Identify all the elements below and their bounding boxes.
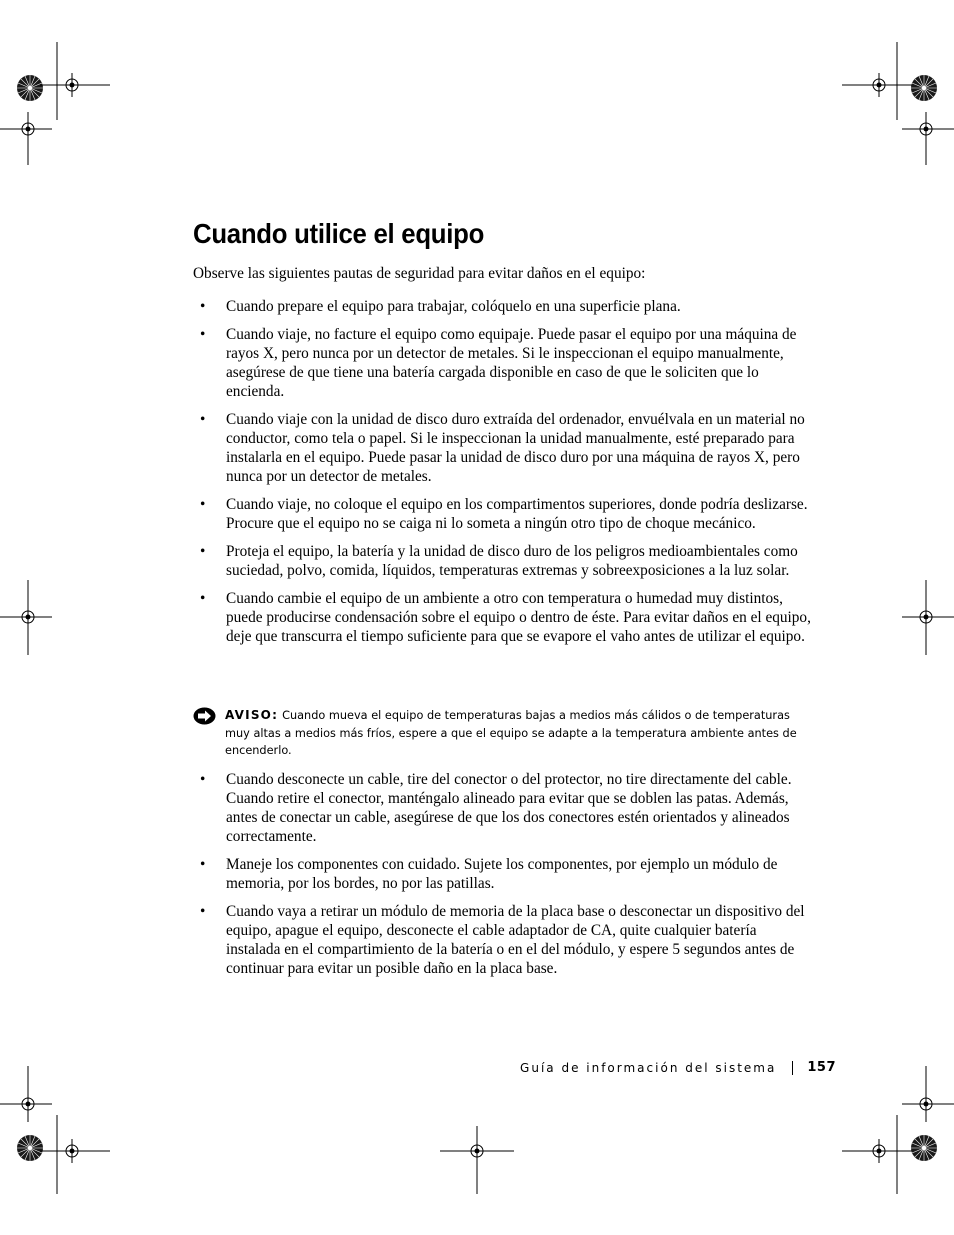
list-item-text: Maneje los componentes con cuidado. Sujete los componentes, por ejemplo un módulo de memoria, por los bordes, no por las patillas. <box>226 856 778 892</box>
bullet-icon: • <box>200 903 206 920</box>
list-item-text: Proteja el equipo, la batería y la unidad de disco duro de los peligros medioambientales como suciedad, polvo, comida, líquidos, temperaturas extremas y sobreexposiciones a la luz solar. <box>226 543 798 579</box>
list-item <box>193 542 813 580</box>
list-item <box>193 410 813 486</box>
bullet-icon: • <box>200 590 206 607</box>
bullet-icon: • <box>200 771 206 788</box>
bullet-icon: • <box>200 298 206 315</box>
list-item-text: Cuando viaje, no coloque el equipo en los compartimentos superiores, donde podría deslizarse. Procure que el equipo no se caiga ni lo someta a ningún otro tipo de choque mecánico. <box>226 496 808 532</box>
bullet-icon: • <box>200 496 206 513</box>
list-item <box>193 902 813 978</box>
list-item <box>193 589 813 646</box>
list-item-text: Cuando prepare el equipo para trabajar, colóquelo en una superficie plana. <box>226 298 681 315</box>
list-item-text: Cuando vaya a retirar un módulo de memoria de la placa base o desconectar un dispositivo del equipo, apague el equipo, desconecte el cable adaptador de CA, quite cualquier batería instalada en el compartimiento de la batería o en el del módulo, y espere 5 segundos antes de continuar para evitar un posible daño en la placa base. <box>226 903 805 977</box>
list-item-text: Cuando viaje con la unidad de disco duro extraída del ordenador, envuélvala en un material no conductor, como tela o papel. Si le inspeccionan la unidad manualmente, esté preparado para instalarla en el equipo. Puede pasar la unidad de disco duro por una máquina de rayos X, pero nunca por un detector de metales. <box>226 411 805 485</box>
bullet-icon: • <box>200 543 206 560</box>
list-item <box>193 770 813 846</box>
list-item-text: Cuando desconecte un cable, tire del conector o del protector, no tire directamente del cable. Cuando retire el conector, manténgalo alineado para evitar que se doblen las patas. Además, antes de conectar un cable, asegúrese de que los dos conectores estén orientados y alineados correctamente. <box>226 771 792 845</box>
footer-guide-title: Guía de información del sistema <box>520 1060 777 1075</box>
list-item <box>193 325 813 401</box>
list-item <box>193 855 813 893</box>
notice-text: Cuando mueva el equipo de temperaturas bajas a medios más cálidos o de temperaturas muy altas a medios más fríos, espere a que el equipo se adapte a la temperatura ambiente antes de encenderlo. <box>225 709 797 757</box>
safety-list-secondary <box>193 770 813 987</box>
bullet-icon: • <box>200 856 206 873</box>
page-footer <box>520 1060 836 1075</box>
list-item-text: Cuando viaje, no facture el equipo como equipaje. Puede pasar el equipo por una máquina de rayos X, pero nunca por un detector de metales. Si le inspeccionan el equipo manualmente, asegúrese de que tiene una batería cargada disponible en caso de que le soliciten que lo encienda. <box>226 326 797 400</box>
list-item-text: Cuando cambie el equipo de un ambiente a otro con temperatura o humedad muy distintos, puede producirse condensación sobre el equipo o dentro de éste. Para evitar daños en el equipo, deje que transcurra el tiempo suficiente para que se evapore el vaho antes de utilizar el equipo. <box>226 590 811 645</box>
page-number: 157 <box>807 1060 836 1075</box>
list-item <box>193 297 813 316</box>
notice-icon <box>193 707 216 731</box>
page-title: Cuando utilice el equipo <box>193 218 485 249</box>
safety-list-primary <box>193 297 813 655</box>
bullet-icon: • <box>200 411 206 428</box>
bullet-icon: • <box>200 326 206 343</box>
list-item <box>193 495 813 533</box>
notice-label: AVISO: <box>225 708 279 722</box>
intro-paragraph: Observe las siguientes pautas de seguridad para evitar daños en el equipo: <box>193 265 646 282</box>
notice-box <box>193 707 813 760</box>
footer-separator <box>792 1061 793 1075</box>
